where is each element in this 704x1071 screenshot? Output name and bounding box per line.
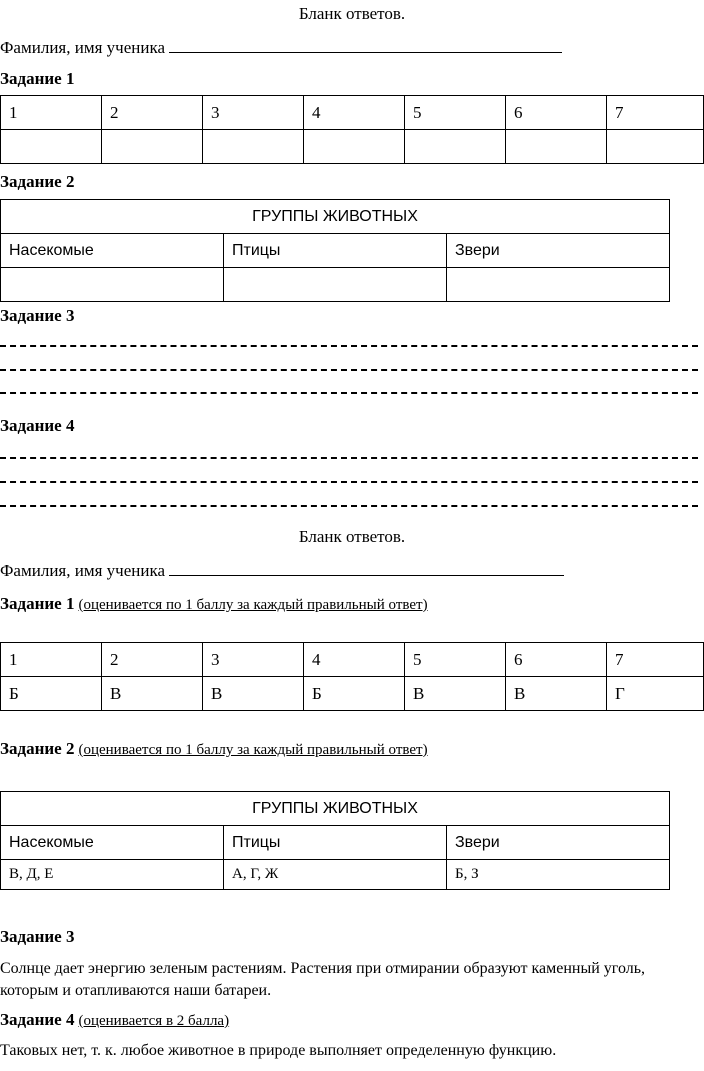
header-cell: 4 [304, 643, 405, 677]
answer-cell[interactable] [1, 268, 224, 302]
key-task2-table [0, 791, 670, 890]
key-task4-answer: Таковых нет, т. к. любое животное в природе выполняет определенную функцию. [0, 1042, 557, 1059]
key-task2-heading: Задание 2 [0, 739, 75, 758]
column-header: Звери [447, 826, 670, 860]
header-cell: 1 [1, 96, 102, 130]
answer-cell: Б [1, 677, 102, 711]
answer-cell: В [102, 677, 203, 711]
column-header: Звери [447, 234, 670, 268]
answer-cell[interactable] [506, 130, 607, 164]
column-header: Птицы [224, 234, 447, 268]
answer-cell[interactable] [405, 130, 506, 164]
header-cell: 6 [506, 643, 607, 677]
table-row [1, 268, 670, 302]
column-header: Птицы [224, 826, 447, 860]
table-title: ГРУППЫ ЖИВОТНЫХ [1, 200, 670, 234]
answer-line[interactable] [0, 481, 698, 483]
key-task4-heading-line [0, 1010, 229, 1030]
key-task1-note: (оценивается по 1 баллу за каждый правильный ответ) [78, 597, 428, 613]
answer-cell: В [405, 677, 506, 711]
answer-cell[interactable] [203, 130, 304, 164]
answer-cell[interactable] [447, 268, 670, 302]
answer-cell[interactable] [224, 268, 447, 302]
header-cell: 4 [304, 96, 405, 130]
table-title: ГРУППЫ ЖИВОТНЫХ [1, 792, 670, 826]
answer-cell[interactable] [304, 130, 405, 164]
blank-task2-table [0, 199, 670, 302]
header-cell: 5 [405, 643, 506, 677]
answer-cell: В [506, 677, 607, 711]
key-task3-heading: Задание 3 [0, 927, 75, 946]
header-cell: 7 [607, 96, 704, 130]
answer-cell: Б [304, 677, 405, 711]
table-row [1, 130, 704, 164]
answer-line[interactable] [0, 457, 698, 459]
blank-task4-heading: Задание 4 [0, 416, 75, 435]
key-task4-note: (оценивается в 2 балла) [78, 1013, 230, 1029]
header-cell: 6 [506, 96, 607, 130]
key-task2-note: (оценивается по 1 баллу за каждый правильный ответ) [78, 742, 428, 758]
header-cell: 3 [203, 96, 304, 130]
key-title: Бланк ответов. [298, 527, 406, 546]
key-task1-heading-line [0, 594, 428, 614]
blank-task1-table [0, 95, 704, 164]
key-name-line [0, 560, 564, 581]
answer-cell: В [203, 677, 304, 711]
key-name-label: Фамилия, имя ученика [0, 561, 165, 580]
header-cell: 7 [607, 643, 704, 677]
answer-cell: Б, З [447, 860, 670, 890]
answer-cell: В, Д, Е [1, 860, 224, 890]
table-row [1, 792, 670, 826]
key-task4-heading: Задание 4 [0, 1010, 75, 1029]
key-task1-table [0, 642, 704, 711]
header-cell: 2 [102, 96, 203, 130]
blank-task2-heading: Задание 2 [0, 172, 75, 191]
blank-task1-heading: Задание 1 [0, 69, 75, 88]
key-name-field[interactable] [169, 560, 564, 576]
answer-cell[interactable] [102, 130, 203, 164]
header-cell: 2 [102, 643, 203, 677]
key-task2-heading-line [0, 739, 428, 759]
blank-name-line [0, 37, 562, 58]
column-header: Насекомые [1, 234, 224, 268]
table-row [1, 860, 670, 890]
answer-cell: Г [607, 677, 704, 711]
table-row [1, 200, 670, 234]
blank-name-label: Фамилия, имя ученика [0, 38, 165, 57]
answer-cell: А, Г, Ж [224, 860, 447, 890]
answer-line[interactable] [0, 369, 698, 371]
answer-cell[interactable] [607, 130, 704, 164]
table-row [1, 643, 704, 677]
answer-cell[interactable] [1, 130, 102, 164]
header-cell: 1 [1, 643, 102, 677]
answer-line[interactable] [0, 505, 698, 507]
table-row [1, 826, 670, 860]
header-cell: 5 [405, 96, 506, 130]
table-row [1, 677, 704, 711]
answer-line[interactable] [0, 345, 698, 347]
table-row [1, 234, 670, 268]
blank-name-field[interactable] [169, 37, 562, 53]
key-task3-answer: Солнце дает энергию зеленым растениям. Растения при отмирании образуют каменный уголь, которым и отапливаются наши батареи. [0, 960, 646, 999]
column-header: Насекомые [1, 826, 224, 860]
answer-line[interactable] [0, 392, 698, 394]
table-row [1, 96, 704, 130]
key-task1-heading: Задание 1 [0, 594, 75, 613]
header-cell: 3 [203, 643, 304, 677]
blank-title: Бланк ответов. [298, 4, 406, 23]
blank-task3-heading: Задание 3 [0, 306, 75, 325]
